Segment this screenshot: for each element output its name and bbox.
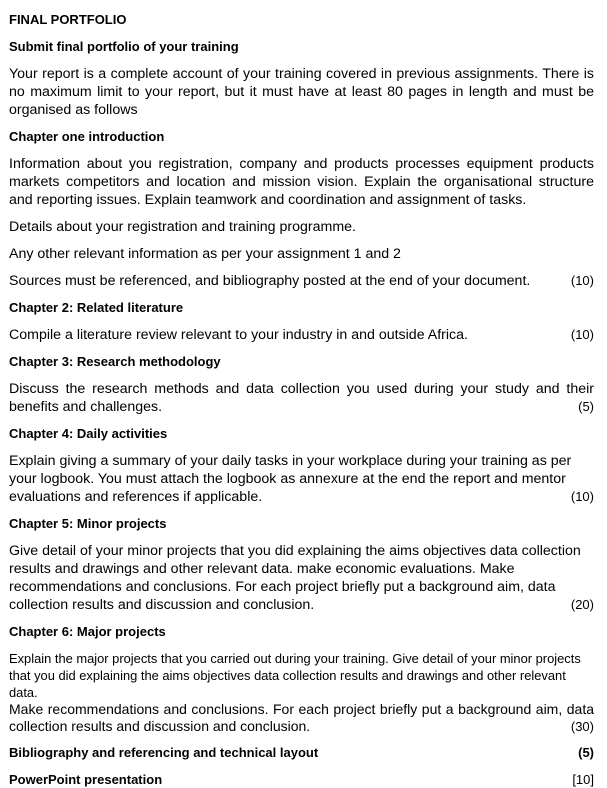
chapter3-line1: Discuss the research methods and data collection you used during your study and their [9,381,594,397]
chapter1-paragraph: Information about you registration, company and products processes equipment products markets competitors and location and mission vision. Explain the organisational structure and reporting issues. Explain teamwork and coordination and assignment of tasks. [9,156,594,208]
chapter2-row [9,326,594,344]
chapter4-line1: Explain giving a summary of your daily tasks in your workplace during your training as per [9,453,572,469]
chapter1-sources-text: Sources must be referenced, and bibliography posted at the end of your document. [9,273,531,289]
chapter2-mark: (10) [570,327,594,342]
chapter4-last-line [9,488,594,506]
chapter2-heading: Chapter 2: Related literature [9,300,184,315]
chapter5-line3: recommendations and conclusions. For each project briefly put a background aim, data [9,579,556,595]
chapter6-line3: Make recommendations and conclusions. For each project briefly put a background aim, data [9,701,594,717]
chapter6-last-line [9,718,594,735]
chapter5-last-line [9,596,594,614]
chapter6-heading: Chapter 6: Major projects [9,624,166,639]
chapter5-heading: Chapter 5: Minor projects [9,516,167,531]
chapter5-line1: Give detail of your minor projects that you did explaining the aims objectives data collection [9,543,581,559]
chapter6-line4: collection results and discussion and conclusion. [9,718,311,734]
chapter6-mark: (30) [570,719,594,734]
chapter3-line2: benefits and challenges. [9,399,163,415]
chapter6-line2: that you did explaining the aims objectives data collection results and drawings and other relevant data. [9,668,566,700]
powerpoint-mark: [10] [572,772,594,787]
powerpoint-label: PowerPoint presentation [9,772,163,787]
chapter6-line1: Explain the major projects that you carried out during your training. Give detail of your minor projects [9,651,581,666]
chapter5-line4: collection results and discussion and conclusion. [9,597,315,613]
chapter3-mark: (5) [578,399,594,414]
chapter4-mark: (10) [570,489,594,504]
chapter1-mark: (10) [570,273,594,288]
intro-paragraph: Your report is a complete account of your training covered in previous assignments. There is no maximum limit to your report, but it must have at least 80 pages in length and must be organised as follows [9,66,594,118]
bibliography-row [9,744,594,761]
chapter1-sources-row [9,272,594,290]
chapter6-paragraph [9,650,594,735]
bibliography-mark: (5) [578,745,594,760]
submit-heading: Submit final portfolio of your training [9,39,239,54]
chapter5-paragraph [9,542,594,614]
bibliography-label: Bibliography and referencing and technical layout [9,745,319,760]
document-title: FINAL PORTFOLIO [9,12,127,27]
chapter3-heading: Chapter 3: Research methodology [9,354,221,369]
powerpoint-row [9,771,594,788]
chapter4-line3: evaluations and references if applicable. [9,489,263,505]
chapter4-paragraph [9,452,594,506]
chapter3-paragraph [9,380,594,416]
chapter5-line2: results and drawings and other relevant data. make economic evaluations. Make [9,561,515,577]
chapter1-registration-text: Details about your registration and training programme. [9,219,356,235]
chapter4-heading: Chapter 4: Daily activities [9,426,168,441]
chapter1-heading: Chapter one introduction [9,129,165,144]
chapter4-line2: your logbook. You must attach the logbook as annexure at the end the report and mentor [9,471,566,487]
chapter2-text: Compile a literature review relevant to your industry in and outside Africa. [9,327,468,343]
chapter5-mark: (20) [570,597,594,612]
chapter3-last-line [9,398,594,416]
chapter1-other-info-text: Any other relevant information as per your assignment 1 and 2 [9,246,401,262]
